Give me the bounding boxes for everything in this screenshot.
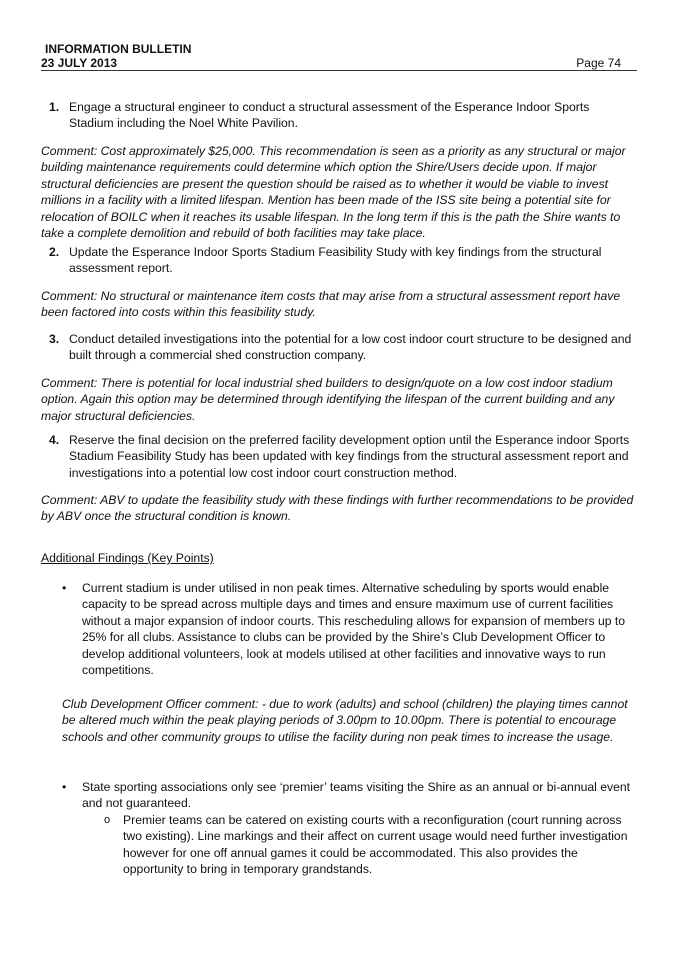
bulletin-title: INFORMATION BULLETIN	[45, 42, 192, 56]
finding-sub-bullet-1	[104, 812, 636, 878]
page-number: Page 74	[576, 56, 621, 70]
finding-text: Current stadium is under utilised in non peak times. Alternative scheduling by sports would enable capacity to be spread across multiple days and times and ensure maximum use of current facilities without a major expansion of indoor courts. This rescheduling allows for expansion of members up to 25% for all clubs. Assistance to clubs can be provided by the Shire’s Club Development Officer to develop additional volunteers, look at models utilised at other facilities and innovative ways to run competitions.	[82, 581, 626, 678]
recommendation-4	[41, 432, 633, 481]
finding-bullet-2	[62, 779, 636, 812]
recommendation-3	[41, 331, 633, 364]
recommendation-1-comment: Comment: Cost approximately $25,000. This recommendation is seen as a priority as any structural or major building maintenance requirements could determine which option the Shire/Users decide upon. If major structural deficiencies are present the question should be raised as to whether it would be viable to invest millions in a facility with a limited lifespan. Mention has been made of the ISS site being a potential site for relocation of BOILC when it reaches its usable lifespan. In the long term if this is the path the Shire wants to take a complete demolition and rebuild of both facilities may take place.	[41, 144, 626, 241]
bullet-glyph: •	[62, 581, 67, 595]
sub-bullet-glyph: o	[104, 814, 111, 826]
recommendation-text: Engage a structural engineer to conduct a structural assessment of the Esperance Indoor Sports Stadium including the Noel White Pavilion.	[69, 100, 590, 131]
recommendation-2	[41, 244, 633, 277]
club-officer-comment: Club Development Officer comment: - due to work (adults) and school (children) the playing times cannot be altered much within the peak playing periods of 3.00pm to 10.00pm. There is potential to encourage schools and other community groups to utilise the facility during non peak times to increase the usage.	[62, 697, 628, 744]
section-heading: Additional Findings (Key Points)	[41, 551, 214, 565]
recommendation-text: Update the Esperance Indoor Sports Stadium Feasibility Study with key findings from the structural assessment report.	[69, 245, 602, 276]
recommendation-number: 4.	[49, 433, 60, 447]
bullet-glyph: •	[62, 780, 67, 794]
header-divider	[41, 70, 637, 71]
bulletin-date: 23 JULY 2013	[41, 56, 118, 70]
finding-text: State sporting associations only see ‘premier’ teams visiting the Shire as an annual or bi-annual event and not guaranteed.	[82, 780, 631, 811]
recommendation-3-comment: Comment: There is potential for local industrial shed builders to design/quote on a low cost indoor stadium option. Again this option may be determined through identifying the lifespan of the current building and any major structural deficiencies.	[41, 376, 615, 423]
finding-bullet-1	[62, 580, 636, 678]
recommendation-number: 2.	[49, 245, 60, 259]
recommendation-2-comment: Comment: No structural or maintenance item costs that may arise from a structural assessment report have been factored into costs within this feasibility study.	[41, 289, 621, 320]
recommendation-number: 3.	[49, 332, 60, 346]
sub-finding-text: Premier teams can be catered on existing courts with a reconfiguration (court running across two existing). Line markings and their affect on current usage would need further investigation however for one off annual games it could be accommodated. This also provides the opportunity to bring in temporary grandstands.	[123, 813, 628, 877]
recommendation-number: 1.	[49, 100, 60, 114]
recommendation-4-comment: Comment: ABV to update the feasibility study with these findings with further recommendations to be provided by ABV once the structural condition is known.	[41, 493, 634, 524]
recommendation-1	[41, 99, 633, 132]
recommendation-text: Reserve the final decision on the preferred facility development option until the Esperance indoor Sports Stadium Feasibility Study has been updated with key findings from the structural assessment report and investigations into a potential low cost indoor court construction method.	[69, 433, 630, 480]
recommendation-text: Conduct detailed investigations into the potential for a low cost indoor court structure to be designed and built through a commercial shed construction company.	[69, 332, 632, 363]
